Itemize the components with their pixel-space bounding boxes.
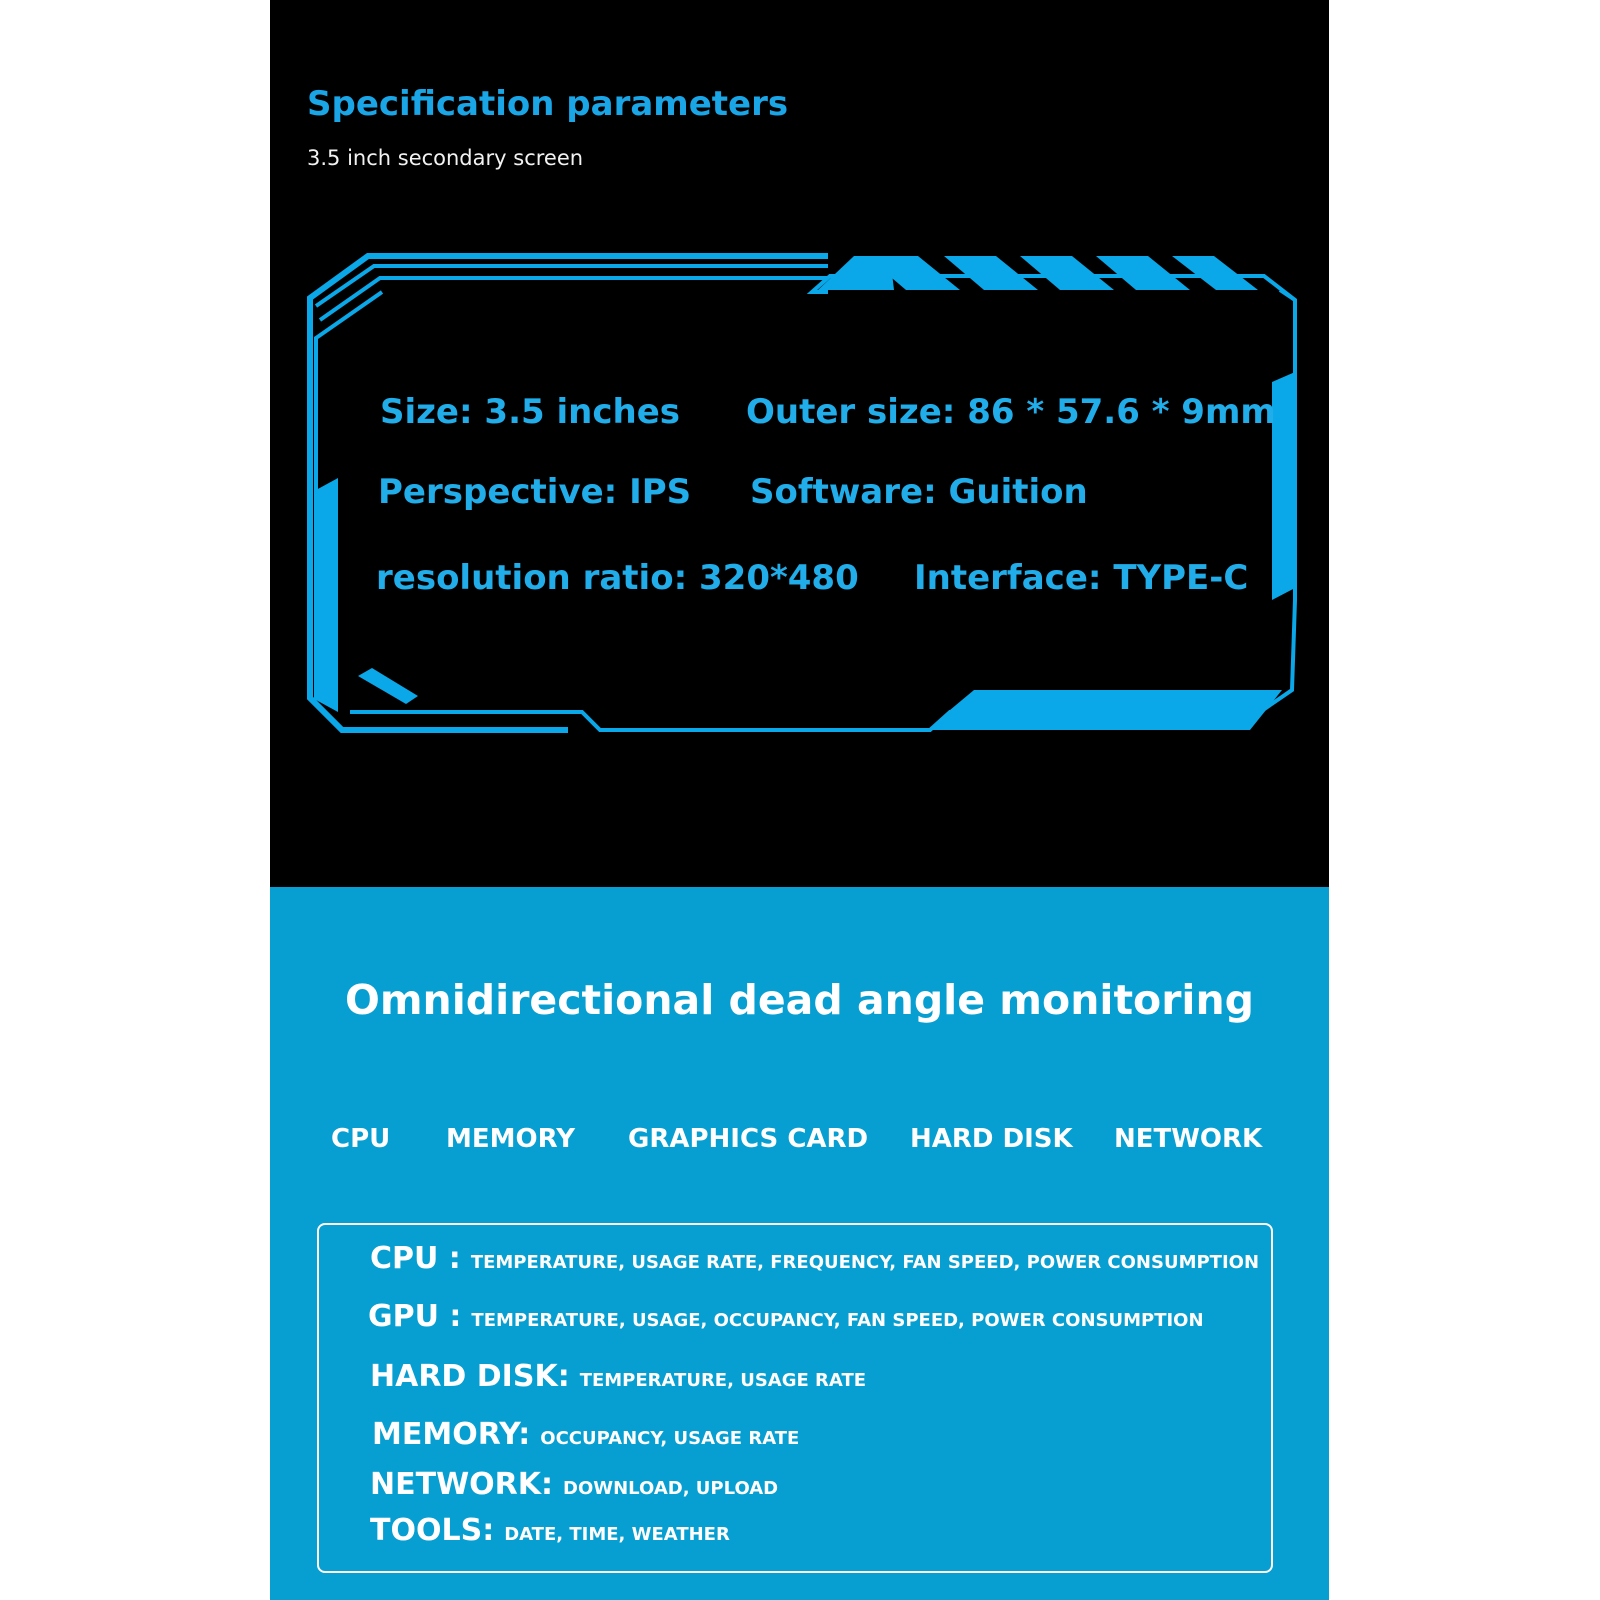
feature-row-memory — [372, 1417, 799, 1452]
feature-row-tools — [370, 1513, 730, 1548]
category-memory: MEMORY — [446, 1124, 576, 1154]
spec-title: Specification parameters — [307, 84, 789, 124]
spec-subtitle: 3.5 inch secondary screen — [307, 146, 584, 170]
category-hard-disk: HARD DISK — [910, 1124, 1073, 1154]
feature-value: DATE, TIME, WEATHER — [504, 1524, 730, 1545]
feature-label: HARD DISK: — [370, 1359, 570, 1394]
category-cpu: CPU — [331, 1124, 391, 1154]
spec-outer-size: Outer size: 86 * 57.6 * 9mm — [746, 392, 1276, 432]
feature-row-hard-disk — [370, 1359, 866, 1394]
feature-value: TEMPERATURE, USAGE RATE, FREQUENCY, FAN SPEED, POWER CONSUMPTION — [470, 1252, 1260, 1273]
feature-row-gpu — [368, 1299, 1204, 1334]
feature-label: GPU : — [368, 1299, 462, 1334]
feature-label: NETWORK: — [370, 1467, 554, 1502]
spec-perspective: Perspective: IPS — [378, 472, 692, 512]
monitoring-title: Omnidirectional dead angle monitoring — [344, 976, 1255, 1024]
feature-value: OCCUPANCY, USAGE RATE — [540, 1428, 800, 1449]
category-graphics-card: GRAPHICS CARD — [628, 1124, 869, 1154]
product-poster — [270, 0, 1329, 1600]
category-network: NETWORK — [1114, 1124, 1263, 1154]
feature-list-box — [317, 1223, 1273, 1573]
spec-software: Software: Guition — [750, 472, 1088, 512]
spec-resolution: resolution ratio: 320*480 — [376, 558, 859, 598]
feature-label: TOOLS: — [370, 1513, 495, 1548]
feature-value: TEMPERATURE, USAGE, OCCUPANCY, FAN SPEED, POWER CONSUMPTION — [471, 1310, 1204, 1331]
feature-row-cpu — [370, 1241, 1259, 1276]
spec-panel — [270, 0, 1329, 887]
spec-interface: Interface: TYPE-C — [914, 558, 1249, 598]
feature-value: TEMPERATURE, USAGE RATE — [579, 1370, 867, 1391]
spec-size: Size: 3.5 inches — [380, 392, 681, 432]
feature-label: MEMORY: — [372, 1417, 531, 1452]
feature-row-network — [370, 1467, 778, 1502]
feature-label: CPU : — [370, 1241, 461, 1276]
feature-value: DOWNLOAD, UPLOAD — [563, 1478, 779, 1499]
hud-frame-graphic — [270, 0, 1329, 887]
